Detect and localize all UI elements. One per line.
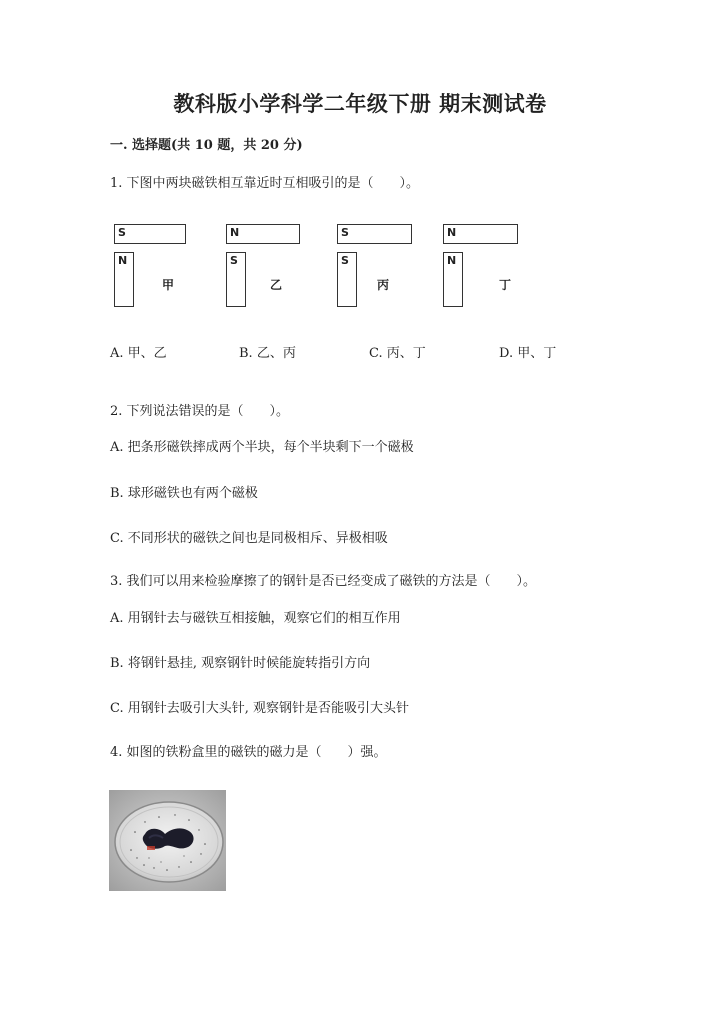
pair-label: 乙 [270, 278, 283, 292]
question-1-option-b[interactable]: B. 乙、丙 [239, 346, 296, 361]
horizontal-magnet [443, 224, 518, 244]
pair-label: 甲 [162, 278, 175, 292]
vertical-magnet [443, 252, 463, 307]
magnet-pair-ding [443, 224, 523, 309]
question-3-option-c[interactable]: C. 用钢针去吸引大头针, 观察钢针是否能吸引大头针 [110, 701, 410, 716]
pair-label: 丙 [377, 278, 390, 292]
pole-label: S [341, 226, 349, 239]
question-1-option-d[interactable]: D. 甲、丁 [499, 346, 557, 361]
vertical-magnet [337, 252, 357, 307]
horizontal-magnet [114, 224, 186, 244]
question-3-option-a[interactable]: A. 用钢针去与磁铁互相接触，观察它们的相互作用 [110, 611, 401, 626]
question-1-option-c[interactable]: C. 丙、丁 [369, 346, 426, 361]
pair-label: 丁 [499, 278, 512, 292]
vertical-magnet [226, 252, 246, 307]
iron-filings-dish-photo [109, 790, 226, 891]
magnet-pair-yi [226, 224, 306, 309]
question-3-text: 3. 我们可以用来检验摩擦了的钢针是否已经变成了磁铁的方法是（ ）。 [110, 574, 537, 589]
page-title: 教科版小学科学二年级下册 期末测试卷 [173, 91, 547, 116]
question-1-text: 1. 下图中两块磁铁相互靠近时互相吸引的是（ ）。 [110, 176, 420, 191]
magnet-pair-jia [114, 224, 194, 309]
question-2-option-a[interactable]: A. 把条形磁铁摔成两个半块，每个半块剩下一个磁极 [110, 440, 414, 455]
question-2-text: 2. 下列说法错误的是（ ）。 [110, 404, 290, 419]
pole-label: N [118, 254, 128, 267]
pole-label: S [230, 254, 238, 267]
pole-label: N [230, 226, 240, 239]
horizontal-magnet [226, 224, 300, 244]
question-4-text: 4. 如图的铁粉盒里的磁铁的磁力是（ ）强。 [110, 745, 387, 760]
horizontal-magnet [337, 224, 412, 244]
question-2-option-c[interactable]: C. 不同形状的磁铁之间也是同极相斥、异极相吸 [110, 531, 388, 546]
question-2-option-b[interactable]: B. 球形磁铁也有两个磁极 [110, 486, 258, 501]
pole-label: N [447, 226, 457, 239]
question-1-option-a[interactable]: A. 甲、乙 [110, 346, 167, 361]
vertical-magnet [114, 252, 134, 307]
pole-label: S [341, 254, 349, 267]
question-3-option-b[interactable]: B. 将钢针悬挂, 观察钢针时候能旋转指引方向 [110, 656, 371, 671]
magnet-pair-bing [337, 224, 417, 309]
pole-label: N [447, 254, 457, 267]
pole-label: S [118, 226, 126, 239]
section-heading: 一. 选择题(共 10 题，共 20 分) [110, 138, 303, 153]
petri-dish-illustration [109, 790, 226, 891]
